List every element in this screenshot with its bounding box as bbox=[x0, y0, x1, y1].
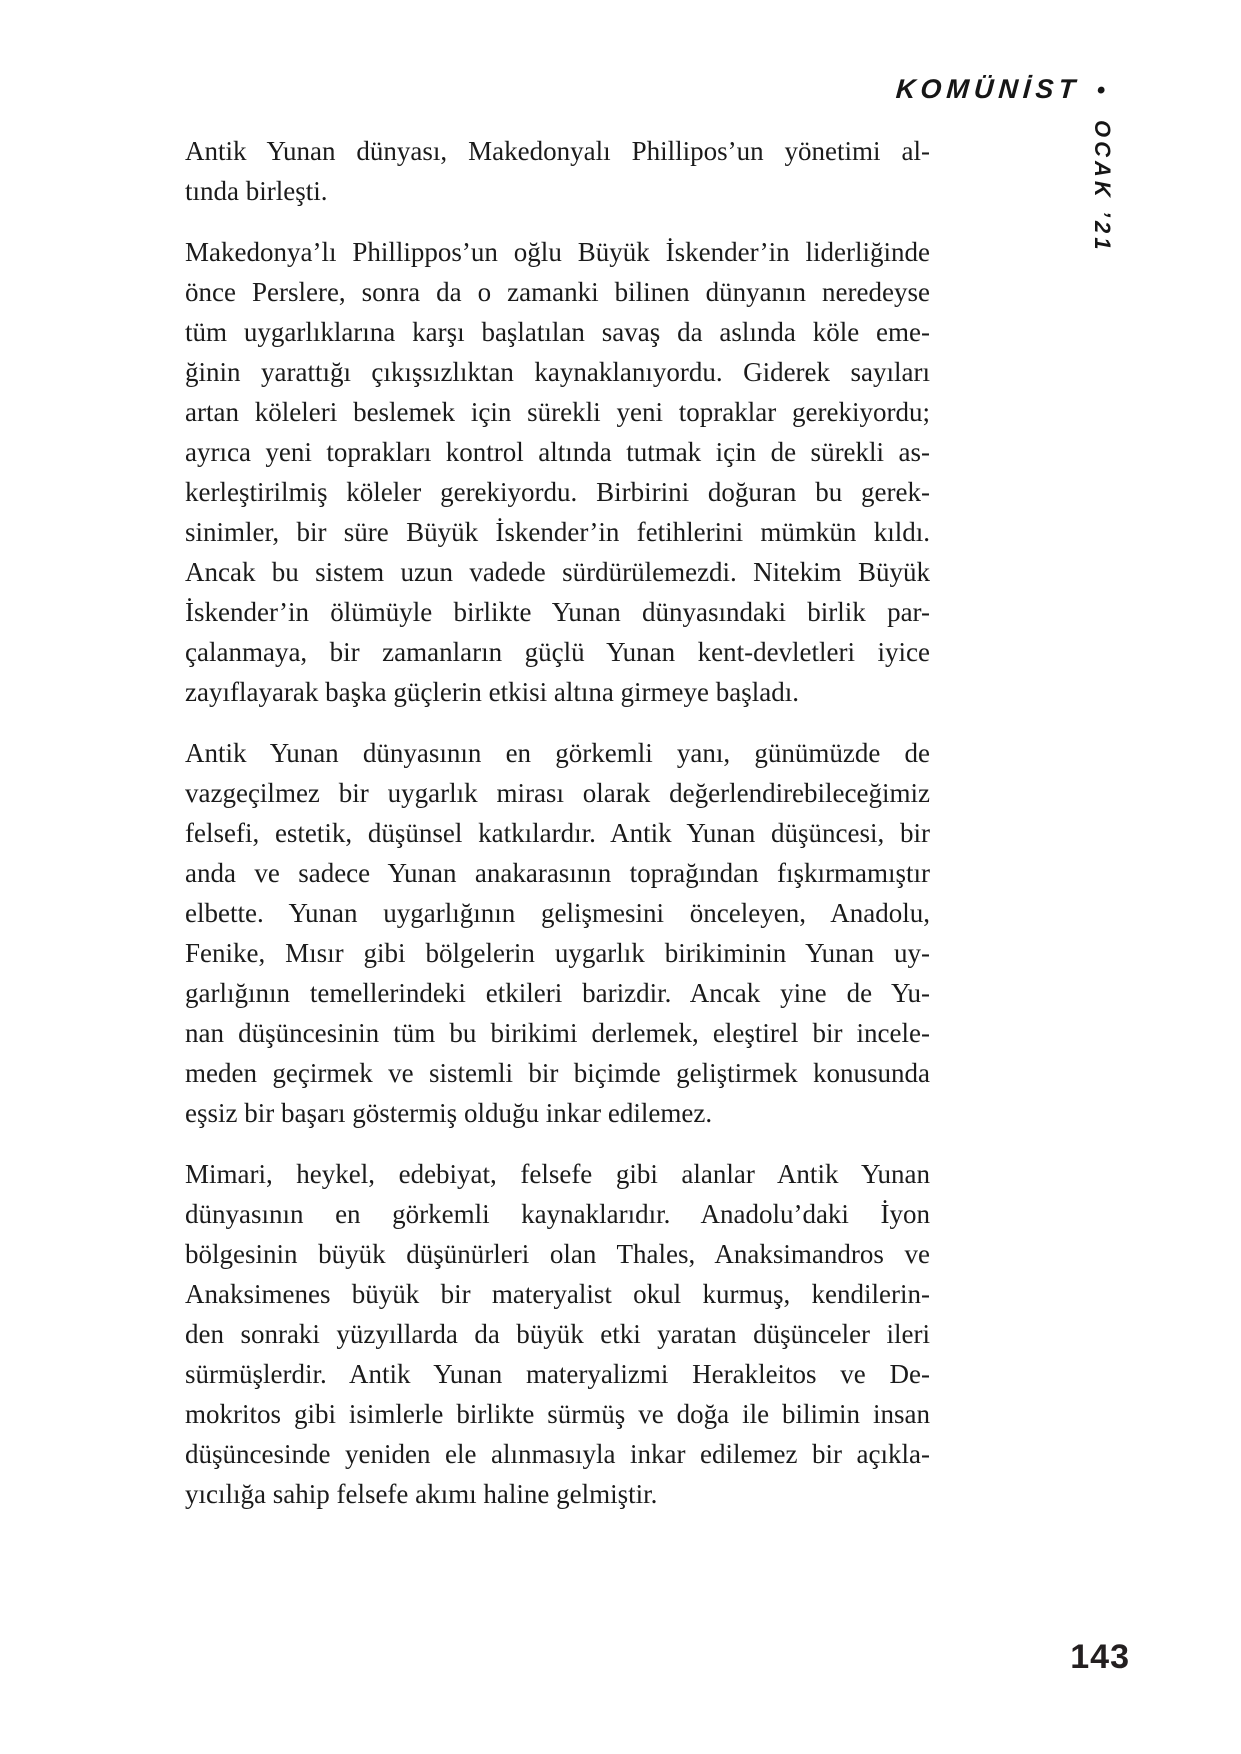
magazine-title: KOMÜNİST bbox=[894, 74, 1082, 104]
text-line: zayıflayarak başka güçlerin etkisi altına girmeye başladı. bbox=[185, 677, 799, 707]
text-line: kerleştirilmiş köleler gerekiyordu. Birbirini doğuran bu gerek- bbox=[185, 477, 930, 507]
text-line: artan köleleri beslemek için sürekli yeni topraklar gerekiyordu; bbox=[185, 397, 930, 427]
text-line: felsefi, estetik, düşünsel katkılardır. Antik Yunan düşüncesi, bir bbox=[185, 818, 930, 848]
paragraph bbox=[185, 733, 930, 1133]
header-bullet-icon: • bbox=[1095, 77, 1106, 104]
text-line: sinimler, bir süre Büyük İskender’in fetihlerini mümkün kıldı. bbox=[185, 517, 930, 547]
text-line: bölgesinin büyük düşünürleri olan Thales, Anaksimandros ve bbox=[185, 1239, 930, 1269]
issue-date-vertical: OCAK ’21 bbox=[1090, 120, 1115, 254]
text-line: dünyasının en görkemli kaynaklarıdır. Anadolu’daki İyon bbox=[185, 1199, 930, 1229]
text-line: mokritos gibi isimlerle birlikte sürmüş ve doğa ile bilimin insan bbox=[185, 1399, 930, 1429]
article-body bbox=[185, 131, 930, 1535]
text-line: sürmüşlerdir. Antik Yunan materyalizmi Herakleitos ve De- bbox=[185, 1359, 930, 1389]
text-line: elbette. Yunan uygarlığının gelişmesini önceleyen, Anadolu, bbox=[185, 898, 930, 928]
text-line: Fenike, Mısır gibi bölgelerin uygarlık birikiminin Yunan uy- bbox=[185, 938, 930, 968]
text-line: anda ve sadece Yunan anakarasının toprağından fışkırmamıştır bbox=[185, 858, 930, 888]
text-line: tında birleşti. bbox=[185, 176, 328, 206]
page-number: 143 bbox=[1070, 1638, 1130, 1676]
text-line: ğinin yarattığı çıkışsızlıktan kaynaklanıyordu. Giderek sayıları bbox=[185, 357, 930, 387]
text-line: Antik Yunan dünyası, Makedonyalı Phillipos’un yönetimi al- bbox=[185, 136, 930, 166]
text-line: çalanmaya, bir zamanların güçlü Yunan kent-devletleri iyice bbox=[185, 637, 930, 667]
text-line: Anaksimenes büyük bir materyalist okul kurmuş, kendilerin- bbox=[185, 1279, 930, 1309]
text-line: Ancak bu sistem uzun vadede sürdürülemezdi. Nitekim Büyük bbox=[185, 557, 930, 587]
text-line: nan düşüncesinin tüm bu birikimi derlemek, eleştirel bir incele- bbox=[185, 1018, 930, 1048]
text-line: ayrıca yeni toprakları kontrol altında tutmak için de sürekli as- bbox=[185, 437, 930, 467]
paragraph bbox=[185, 131, 930, 211]
text-line: meden geçirmek ve sistemli bir biçimde geliştirmek konusunda bbox=[185, 1058, 930, 1088]
text-line: önce Perslere, sonra da o zamanki bilinen dünyanın neredeyse bbox=[185, 277, 930, 307]
text-line: Mimari, heykel, edebiyat, felsefe gibi alanlar Antik Yunan bbox=[185, 1159, 930, 1189]
text-line: garlığının temellerindeki etkileri barizdir. Ancak yine de Yu- bbox=[185, 978, 930, 1008]
text-line: İskender’in ölümüyle birlikte Yunan dünyasındaki birlik par- bbox=[185, 597, 930, 627]
text-line: eşsiz bir başarı göstermiş olduğu inkar edilemez. bbox=[185, 1098, 713, 1128]
text-line: Makedonya’lı Phillippos’un oğlu Büyük İskender’in liderliğinde bbox=[185, 237, 930, 267]
text-line: düşüncesinde yeniden ele alınmasıyla inkar edilemez bir açıkla- bbox=[185, 1439, 930, 1469]
text-line: Antik Yunan dünyasının en görkemli yanı, günümüzde de bbox=[185, 738, 930, 768]
text-line: vazgeçilmez bir uygarlık mirası olarak değerlendirebileceğimiz bbox=[185, 778, 930, 808]
text-line: tüm uygarlıklarına karşı başlatılan savaş da aslında köle eme- bbox=[185, 317, 930, 347]
page-header bbox=[895, 74, 1106, 105]
paragraph bbox=[185, 1154, 930, 1514]
text-line: yıcılığa sahip felsefe akımı haline gelmiştir. bbox=[185, 1479, 658, 1509]
text-line: den sonraki yüzyıllarda da büyük etki yaratan düşünceler ileri bbox=[185, 1319, 930, 1349]
paragraph bbox=[185, 232, 930, 712]
